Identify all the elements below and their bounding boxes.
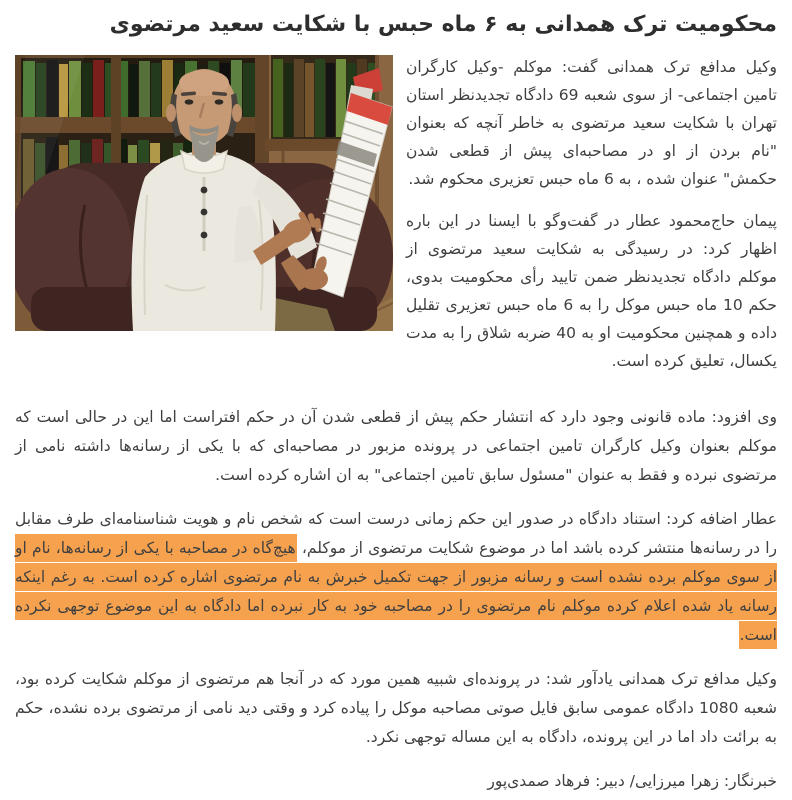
highlighted-text: هیچ‌گاه در مصاحبه با یکی از رسانه‌ها، نام او از سوی موکلم برده نشده است و رسانه مزبور از جهت تکمیل خبرش به نام مرتضوی اشاره کرده است. به رغم اینکه رسانه یاد شده اعلام کرده موکلم نام مرتضوی را در مصاحبه خود به کار نبرده اما دادگاه به این موضوع توجهی نکرده است. <box>15 534 777 649</box>
paragraph-5: وکیل مدافع ترک همدانی یادآور شد: در پرونده‌ای شبیه همین مورد که در آنجا هم مرتضوی از موکلم شکایت کرده بود، شعبه 1080 دادگاه عمومی سابق فایل صوتی مصاحبه موکل را پیاده کرد و وقتی دید نامی از مرتضوی برده نشده، حکم به برائت داد اما در این پرونده، دادگاه به این مساله توجهی نکرد. <box>15 669 777 746</box>
paragraph-1: وکیل مدافع ترک همدانی گفت: موکلم -وکیل کارگران تامین اجتماعی- از سوی شعبه 69 دادگاه تجدیدنظر استان تهران با شکایت سعید مرتضوی به خاطر آنچه که بعنوان "نام بردن از او در مصاحبه‌ای پیش از قطعی شدن حکمش" عنوان شده ، به 6 ماه حبس تعزیری محکوم شد. <box>406 57 777 188</box>
paragraph-3: وی افزود: ماده قانونی وجود دارد که انتشار حکم پیش از قطعی شدن آن در حکم افتراست اما این در حالی است که موکلم بعنوان وکیل کارگران تامین اجتماعی در پرونده مزبور در مصاحبه‌ای که با یکی از رسانه‌ها داشته نامی از مرتضوی نبرده و فقط به عنوان "مسئول سابق تامین اجتماعی" به ان اشاره کرده است. <box>15 407 777 484</box>
paragraph-2: پیمان حاج‌محمود عطار در گفت‌وگو با ایسنا در این باره اظهار کرد: در رسیدگی به شکایت سعید مرتضوی از موکلم دادگاه تجدیدنظر ضمن تایید رأی محکومیت بدوی، حکم 10 ماه حبس موکل را به 6 ماه حبس تعزیری تقلیل داده و همچنین محکومیت او به 40 ضربه شلاق را به مدت یکسال، تعلیق کرده است. <box>406 211 777 370</box>
article-photo <box>15 55 393 331</box>
byline: خبرنگار: زهرا میرزایی/ دبیر: فرهاد صمدی‌پور <box>487 771 777 790</box>
lead-text-column <box>406 53 777 389</box>
paragraph-4 <box>15 505 777 650</box>
article-body <box>15 403 777 796</box>
lead-section <box>15 53 777 389</box>
article-title: محکومیت ترک همدانی به ۶ ماه حبس با شکایت سعید مرتضوی <box>109 12 777 37</box>
paragraph-4-lead: عطار اضافه کرد: استناد دادگاه در صدور این حکم زمانی درست است که شخص نام و هویت شناسنامه‌ای طرف مقابل را در رسانه‌ها منتشر کرده باشد اما در موضوع شکایت مرتضوی از موکلم، <box>15 509 777 557</box>
